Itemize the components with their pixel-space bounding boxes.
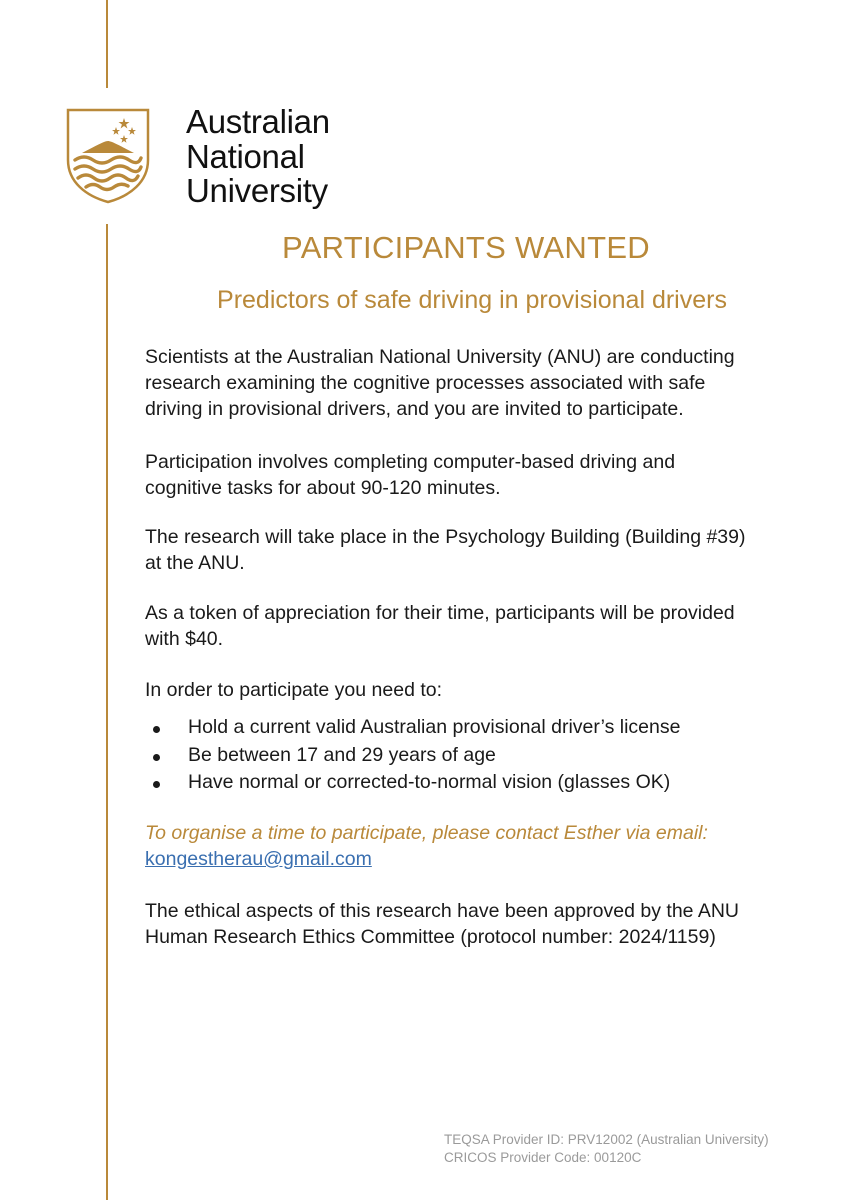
text-line: In order to participate you need to: <box>145 679 443 701</box>
text-line: Participation involves completing computer-based driving and <box>145 451 676 473</box>
cricos-provider-code: CRICOS Provider Code: 00120C <box>444 1149 642 1165</box>
requirements-list <box>145 714 813 797</box>
list-item-text: Have normal or corrected-to-normal vision (glasses OK) <box>188 771 671 793</box>
text-line: The research will take place in the Psychology Building (Building #39) <box>145 526 746 548</box>
participation-paragraph <box>145 449 813 501</box>
list-item <box>145 769 813 797</box>
list-item <box>145 714 813 742</box>
contact-email-link[interactable]: kongestherau@gmail.com <box>145 848 372 870</box>
vertical-rule-bottom <box>106 224 108 1200</box>
text-line: Human Research Ethics Committee (protocol number: 2024/1159) <box>145 926 716 948</box>
text-line: As a token of appreciation for their time, participants will be provided <box>145 602 735 624</box>
text-line: at the ANU. <box>145 552 245 574</box>
text-line: cognitive tasks for about 90-120 minutes. <box>145 477 501 499</box>
wordmark-line: National <box>186 137 305 175</box>
footer-provider-info <box>444 1131 769 1166</box>
text-line: driving in provisional drivers, and you are invited to participate. <box>145 398 684 420</box>
list-item-text: Be between 17 and 29 years of age <box>188 743 496 766</box>
wordmark-line: University <box>186 172 328 209</box>
teqsa-provider-id: TEQSA Provider ID: PRV12002 (Australian University) <box>444 1132 769 1147</box>
payment-paragraph <box>145 600 813 652</box>
anu-crest-icon <box>66 108 150 204</box>
study-subtitle: Predictors of safe driving in provisional drivers <box>217 286 727 314</box>
text-line: The ethical aspects of this research have been approved by the ANU <box>145 900 740 922</box>
text-line: Scientists at the Australian National University (ANU) are conducting <box>145 346 735 368</box>
bullet-icon <box>153 754 160 761</box>
wordmark-line: Australian <box>186 103 330 140</box>
intro-paragraph <box>145 344 813 422</box>
bullet-icon <box>153 781 160 788</box>
text-line: with $40. <box>145 628 224 650</box>
vertical-rule-top <box>106 0 108 88</box>
list-item <box>145 742 813 770</box>
ethics-paragraph <box>145 898 813 950</box>
requirements-intro <box>145 677 813 703</box>
contact-prompt: To organise a time to participate, please contact Esther via email: <box>145 822 708 844</box>
bullet-icon <box>153 726 160 733</box>
page-title: PARTICIPANTS WANTED <box>282 230 650 265</box>
location-paragraph <box>145 524 813 576</box>
list-item-text: Hold a current valid Australian provisional driver’s license <box>188 716 681 738</box>
text-line: research examining the cognitive processes associated with safe <box>145 372 706 394</box>
university-wordmark <box>186 105 330 209</box>
